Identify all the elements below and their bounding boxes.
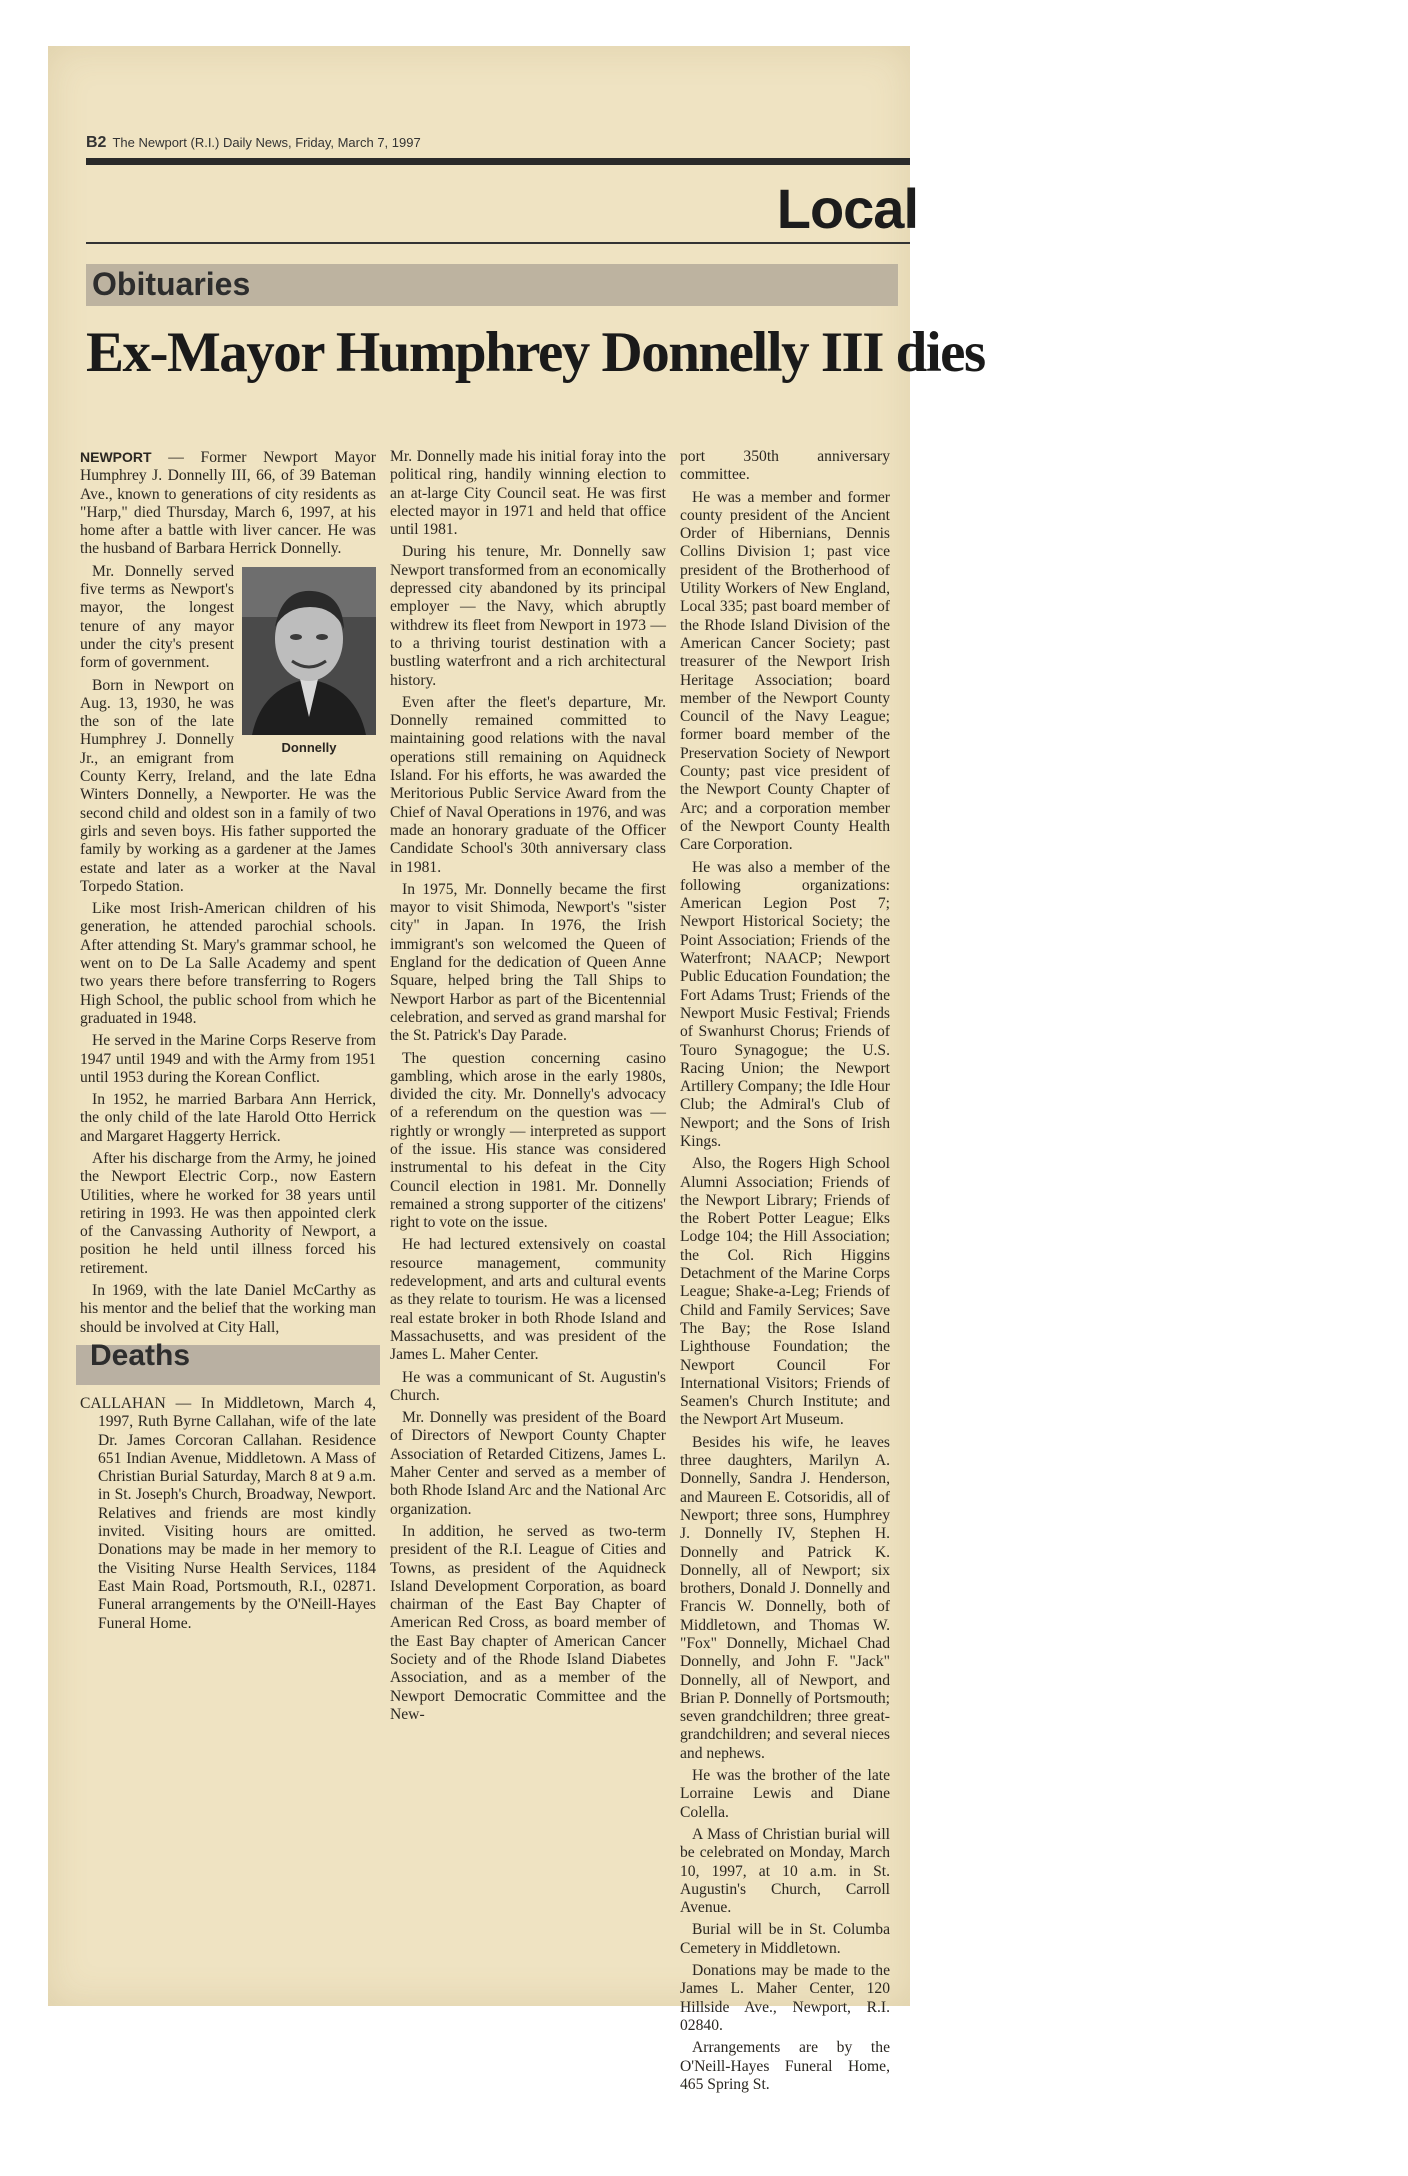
obituaries-label: Obituaries [92, 266, 251, 302]
article-paragraph: He was the brother of the late Lorraine Lewis and Diane Colella. [680, 1767, 890, 1821]
article-paragraph: Donations may be made to the James L. Maher Center, 120 Hillside Ave., Newport, R.I. 02840. [680, 1962, 890, 2034]
article-paragraph: Like most Irish-American children of his generation, he attended parochial schools. After attending St. Mary's grammar school, he went on to De La Salle Academy and spent two years there before transferring to Rogers High School, the public school from which he graduated in 1948. [80, 900, 376, 1027]
article-paragraph: Born in Newport on Aug. 13, 1930, he was the son of the late Humphrey J. Donnelly Jr., an emigrant from County Kerry, Ireland, and the late Edna Winters Donnelly, a Newporter. He was the second child and oldest son in a family of two girls and seven boys. His father supported the family by working as a gardener at the James estate and later as a worker at the Naval Torpedo Station. [80, 676, 376, 895]
article-paragraph: Mr. Donnelly made his initial foray into the political ring, handily winning election to an at-large City Council seat. He was first elected mayor in 1971 and held that office until 1981. [390, 448, 666, 539]
article-paragraph: During his tenure, Mr. Donnelly saw Newport transformed from an economically depressed city abandoned by its principal employer — the Navy, which abruptly withdrew its fleet from Newport in 1973 — to a thriving tourist destination with a bustling waterfront and a rich architectural history. [390, 543, 666, 689]
page-folio [86, 134, 421, 152]
portrait-photo [242, 567, 376, 735]
article-paragraph: Arrangements are by the O'Neill-Hayes Funeral Home, 465 Spring St. [680, 2039, 890, 2093]
portrait-figure [242, 567, 376, 757]
article-paragraph: Mr. Donnelly served five terms as Newport's mayor, the longest tenure of any mayor under the city's present form of government. [80, 562, 234, 672]
page-number: B2 [86, 134, 107, 151]
dateline: NEWPORT [80, 449, 152, 465]
article-paragraph: Also, the Rogers High School Alumni Association; Friends of the Newport Library; Friends of the Robert Potter League; Elks Lodge 104; the Hill Association; the Col. Rich Higgins Detachment of the Marine Corps League; Shake-a-Leg; Friends of Child and Family Services; Save The Bay; the Rose Island Lighthouse Foundation; the Newport Council For International Visitors; Friends of Seamen's Church Institute; and the Newport Art Museum. [680, 1155, 890, 1429]
article-paragraph: He was a member and former county president of the Ancient Order of Hibernians, Dennis Collins Division 1; past vice president of the Brotherhood of Utility Workers of New England, Local 335; past board member of the Rhode Island Division of the American Cancer Society; past treasurer of the Newport Irish Heritage Association; board member of the Newport County Council of the Navy League; former board member of the Preservation Society of Newport County; past vice president of the Newport County Chapter of Arc; and a corporation member of the Newport County Health Care Corporation. [680, 488, 890, 854]
article-paragraph: Besides his wife, he leaves three daughters, Marilyn A. Donnelly, Sandra J. Henderson, and Maureen E. Cotsoridis, all of Newport; three sons, Humphrey J. Donnelly IV, Stephen H. Donnelly and Patrick K. Donnelly, all of Newport; six brothers, Donald J. Donnelly and Francis W. Donnelly, both of Middletown, and Thomas W. "Fox" Donnelly, Michael Chad Donnelly, and John F. "Jack" Donnelly, all of Newport, and Brian P. Donnelly of Portsmouth; seven grandchildren; three great-grandchildren; and several nieces and nephews. [680, 1433, 890, 1762]
article-column-3 [680, 448, 890, 2098]
article-column-2 [390, 448, 666, 1728]
publication-line: The Newport (R.I.) Daily News, Friday, March 7, 1997 [112, 135, 421, 150]
death-notice: CALLAHAN — In Middletown, March 4, 1997, Ruth Byrne Callahan, wife of the late Dr. James Corcoran Callahan. Residence 651 Indian Avenue, Middletown. A Mass of Christian Burial Saturday, March 8 at 9 a.m. in St. Joseph's Church, Broadway, Newport. Relatives and friends are most kindly invited. Visiting hours are omitted. Donations may be made in her memory to the Visiting Nurse Health Services, 1184 East Main Road, Portsmouth, R.I., 02871. Funeral arrangements by the O'Neill-Hayes Funeral Home. [80, 1394, 376, 1632]
article-paragraph: He was a communicant of St. Augustin's Church. [390, 1368, 666, 1404]
article-paragraph: Even after the fleet's departure, Mr. Donnelly remained committed to maintaining good relations with the naval operations still remaining on Aquidneck Island. For his efforts, he was awarded the Meritorious Public Service Award from the Chief of Naval Operations in 1976, and was made an honorary graduate of the Officer Candidate School's 30th anniversary class in 1981. [390, 693, 666, 876]
article-paragraph: He was also a member of the following organizations: American Legion Post 7; Newport Historical Society; the Point Association; Friends of the Waterfront; NAACP; Newport Public Education Foundation; the Fort Adams Trust; Friends of the Newport Music Festival; Friends of Swanhurst Chorus; Friends of Touro Synagogue; the U.S. Racing Union; the Newport Artillery Company; the Idle Hour Club; the Admiral's Club of Newport; and the Sons of Irish Kings. [680, 858, 890, 1150]
article-column-1 [80, 448, 376, 1637]
deaths-banner [76, 1338, 380, 1385]
section-rule [86, 242, 910, 244]
section-title: Local [776, 177, 918, 240]
death-notice-name: CALLAHAN [80, 1394, 166, 1412]
article-paragraph: In 1969, with the late Daniel McCarthy as his mentor and the belief that the working man should be involved at City Hall, [80, 1282, 376, 1336]
article-paragraph: In addition, he served as two-term president of the R.I. League of Cities and Towns, as president of the Aquidneck Island Development Corporation, as board chairman of the East Bay Chapter of American Red Cross, as board member of the East Bay chapter of American Cancer Society and of the Rhode Island Diabetes Association, and as a member of the Newport Democratic Committee and the New- [390, 1522, 666, 1723]
article-paragraph: The question concerning casino gambling, which arose in the early 1980s, divided the city. Mr. Donnelly's advocacy of a referendum on the question was — rightly or wrongly — interpreted as support of the issue. His stance was considered instrumental to his defeat in the City Council election in 1981. Mr. Donnelly remained a strong supporter of the citizens' right to vote on the issue. [390, 1049, 666, 1232]
headline: Ex-Mayor Humphrey Donnelly III dies [86, 321, 985, 384]
header-rule [86, 158, 910, 165]
article-paragraph: NEWPORT — Former Newport Mayor Humphrey J. Donnelly III, 66, of 39 Bateman Ave., known to generations of city residents as "Harp," died Thursday, March 6, 1997, at his home after a battle with liver cancer. He was the husband of Barbara Herrick Donnelly. [80, 449, 376, 558]
article-paragraph: port 350th anniversary committee. [680, 448, 890, 484]
article-paragraph: In 1975, Mr. Donnelly became the first mayor to visit Shimoda, Newport's "sister city" in Japan. In 1976, the Irish immigrant's son welcomed the Queen of England for the dedication of Queen Anne Square, helped bring the Tall Ships to Newport Harbor as part of the Bicentennial celebration, and served as grand marshal for the St. Patrick's Day Parade. [390, 880, 666, 1045]
article-paragraph: A Mass of Christian burial will be celebrated on Monday, March 10, 1997, at 10 a.m. in St. Augustin's Church, Carroll Avenue. [680, 1825, 890, 1917]
article-paragraph: In 1952, he married Barbara Ann Herrick, the only child of the late Harold Otto Herrick and Margaret Haggerty Herrick. [80, 1091, 376, 1145]
article-paragraph: After his discharge from the Army, he joined the Newport Electric Corp., now Eastern Utilities, where he worked for 38 years until retiring in 1993. He was then appointed clerk of the Canvassing Authority of Newport, a position he held until illness forced his retirement. [80, 1149, 376, 1277]
deaths-label: Deaths [90, 1338, 191, 1372]
newspaper-clipping [48, 46, 985, 2093]
photo-caption: Donnelly [281, 739, 337, 755]
article-paragraph: Burial will be in St. Columba Cemetery in Middletown. [680, 1921, 890, 1957]
article-paragraph: He had lectured extensively on coastal resource management, community redevelopment, and arts and cultural events as they relate to tourism. He was a licensed real estate broker in both Rhode Island and Massachusetts, and was president of the James L. Maher Center. [390, 1236, 666, 1364]
article-paragraph: Mr. Donnelly was president of the Board of Directors of Newport County Chapter Association of Retarded Citizens, James L. Maher Center and served as a member of both Rhode Island Arc and the National Arc organization. [390, 1409, 666, 1518]
article-paragraph: He served in the Marine Corps Reserve from 1947 until 1949 and with the Army from 1951 until 1953 during the Korean Conflict. [80, 1032, 376, 1086]
